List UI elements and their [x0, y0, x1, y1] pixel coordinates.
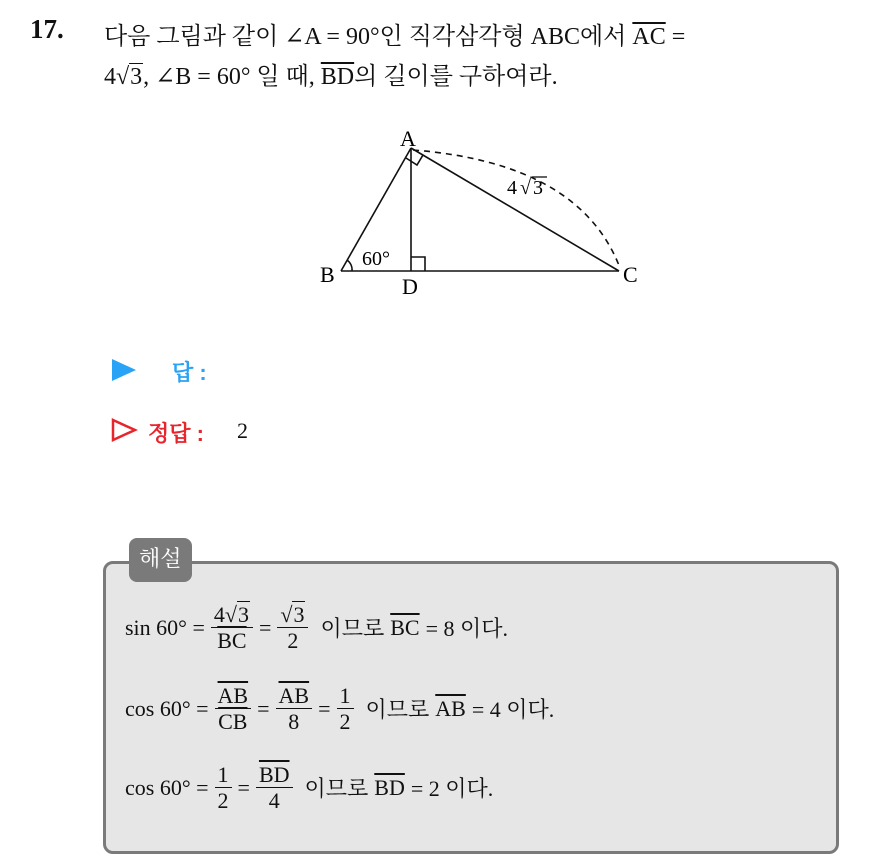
- fraction: $\frac{1}{2}$: [215, 763, 232, 812]
- coef: 4: [104, 64, 116, 90]
- answer-play-icon: [110, 357, 138, 383]
- question-line-1: [104, 16, 685, 51]
- question-text: , ∠B = 60° 일 때,: [143, 64, 321, 90]
- segment: $\overline{BD}$: [374, 774, 405, 800]
- side-label-sqrt: 3: [533, 177, 543, 199]
- segment: $\overline{BC}$: [390, 614, 420, 640]
- correct-label: 정답 :: [148, 421, 204, 446]
- lhs: sin 60° =: [125, 614, 205, 640]
- segment-ac: $\overline{AC}$: [632, 24, 666, 50]
- side-label-coef: 4: [507, 177, 517, 199]
- right-angle-d: [411, 257, 425, 271]
- label-d: D: [402, 274, 418, 299]
- svg-text:√: √: [520, 177, 531, 199]
- correct-value: 2: [237, 418, 248, 443]
- segment-bd: $\overline{BD}$: [320, 64, 355, 90]
- lhs: cos 60° =: [125, 774, 209, 800]
- fraction: $\frac{1}{2}$: [337, 684, 354, 733]
- explanation-row-1: sin 60° = $\frac{4√3}{BC}$ = $\frac{√3}{2}$ 이므로 $\overline{BC}$ = 8 이다.: [125, 602, 509, 654]
- lhs: cos 60° =: [125, 695, 209, 721]
- question-number: 17.: [30, 14, 64, 44]
- question-line-2: 4√3, ∠B = 60° 일 때, $\overline{BD}$의 길이를 구하여라.: [104, 64, 558, 90]
- right-angle-a: [406, 155, 423, 165]
- answer-label: 답 :: [172, 360, 207, 385]
- correct-play-icon: [110, 417, 138, 443]
- triangle-figure: [300, 118, 660, 303]
- question-text: =: [665, 24, 686, 50]
- label-b: B: [320, 262, 335, 287]
- fraction: $\frac{√3}{2}$: [277, 603, 308, 652]
- label-a: A: [400, 126, 416, 151]
- angle-label: 60°: [362, 248, 390, 270]
- explanation-row-3: cos 60° = $\frac{1}{2}$ = $\frac{\overline{BD}}{4}$ 이므로 $\overline{BD}$ = 2 이다.: [125, 762, 494, 814]
- fraction: $\frac{\overline{BD}}{4}$: [256, 763, 293, 812]
- question-text: 다음 그림과 같이 ∠A = 90°인 직각삼각형 ABC에서: [104, 24, 633, 50]
- explanation-tag: 해설: [129, 538, 192, 582]
- fraction: $\frac{\overline{AB}}{8}$: [276, 684, 313, 733]
- explanation-row-2: cos 60° = $\frac{\overline{AB}}{CB}$ = $\frac{\overline{AB}}{8}$ = $\frac{1}{2}$ 이므로 $\overline{AB}$ = 4 이다.: [125, 683, 555, 735]
- fraction: $\frac{\overline{AB}}{CB}$: [215, 684, 252, 733]
- fraction: $\frac{4√3}{BC}$: [211, 603, 253, 652]
- question-text: 의 길이를 구하여라.: [354, 64, 558, 90]
- segment: $\overline{AB}$: [435, 695, 466, 721]
- sqrt-value: 3: [130, 64, 143, 90]
- side-ac: [411, 148, 619, 271]
- angle-arc-b: [347, 260, 352, 271]
- label-c: C: [623, 262, 638, 287]
